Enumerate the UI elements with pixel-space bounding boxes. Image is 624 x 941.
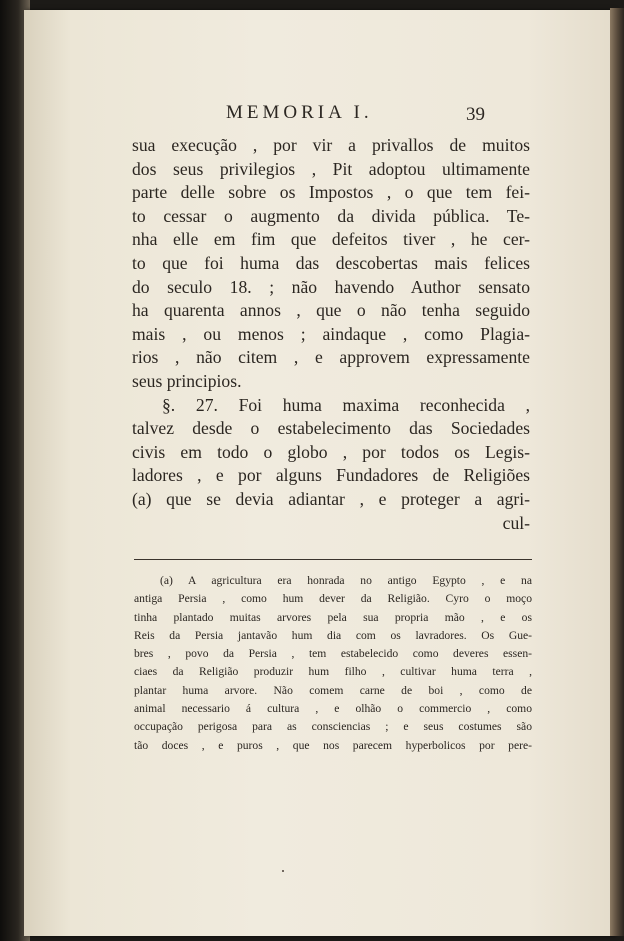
text-line: to que foi huma das descobertas mais felices <box>132 252 530 273</box>
text-line: rios , não citem , e approvem expressamente <box>132 347 530 368</box>
running-title: MEMORIA I. <box>226 102 373 123</box>
page-edge <box>610 8 624 936</box>
catchword: cul- <box>502 512 530 533</box>
footnote-line: (a) A agricultura era honrada no antigo Egypto , e na <box>160 574 532 587</box>
section-heading-line: §. 27. Foi huma maxima reconhecida , <box>162 394 530 415</box>
footnote-line: bres , povo da Persia , tem estabelecido como deveres essen- <box>134 647 532 661</box>
text-line: nha elle em fim que defeitos tiver , he cer- <box>132 229 530 250</box>
text-line: mais , ou menos ; aindaque , como Plagia- <box>132 323 530 344</box>
text-line: sua execução , por vir a privallos de muitos <box>132 135 530 155</box>
text-line: talvez desde o estabelecimento das Sociedades <box>132 418 530 439</box>
page-number: 39 <box>466 104 485 125</box>
text-line: parte delle sobre os Impostos , o que tem fei- <box>132 182 530 203</box>
book-page <box>24 10 614 936</box>
footnote-line: occupação perigosa para as consciencias ; e seus costumes são <box>134 720 532 734</box>
footnote-line: Reis da Persia jantavão hum dia com os lavradores. Os Gue- <box>134 628 532 642</box>
text-line: ladores , e por alguns Fundadores de Religiões <box>132 465 530 486</box>
footnote-rule <box>134 559 532 560</box>
text-line: to cessar o augmento da divida pública. Te- <box>132 205 530 226</box>
text-line: seus principios. <box>132 370 242 391</box>
page-header <box>24 102 614 134</box>
paper-speck <box>282 870 284 872</box>
footnote-line: plantar huma arvore. Não comem carne de boi , como de <box>134 683 532 697</box>
footnote-line: ciaes da Religião produzir hum filho , cultivar huma terra , <box>134 665 532 679</box>
text-line: (a) que se devia adiantar , e proteger a agri- <box>132 488 530 509</box>
main-text <box>132 134 530 535</box>
footnote-line: animal necessario á cultura , e olhão o commercio , como <box>134 702 532 716</box>
text-line: dos seus privilegios , Pit adoptou ultimamente <box>132 158 530 179</box>
footnote-line: antiga Persia , como hum dever da Religião. Cyro o moço <box>134 592 532 606</box>
footnote <box>134 572 532 755</box>
text-line: do seculo 18. ; não havendo Author sensato <box>132 276 530 297</box>
footnote-line: tinha plantado muitas arvores pela sua propria mão , e os <box>134 610 532 624</box>
text-line: ha quarenta annos , que o não tenha seguido <box>132 300 530 321</box>
text-line: civis em todo o globo , por todos os Legis- <box>132 441 530 462</box>
footnote-line: tão doces , e puros , que nos parecem hyperbolicos por pere- <box>134 738 532 752</box>
